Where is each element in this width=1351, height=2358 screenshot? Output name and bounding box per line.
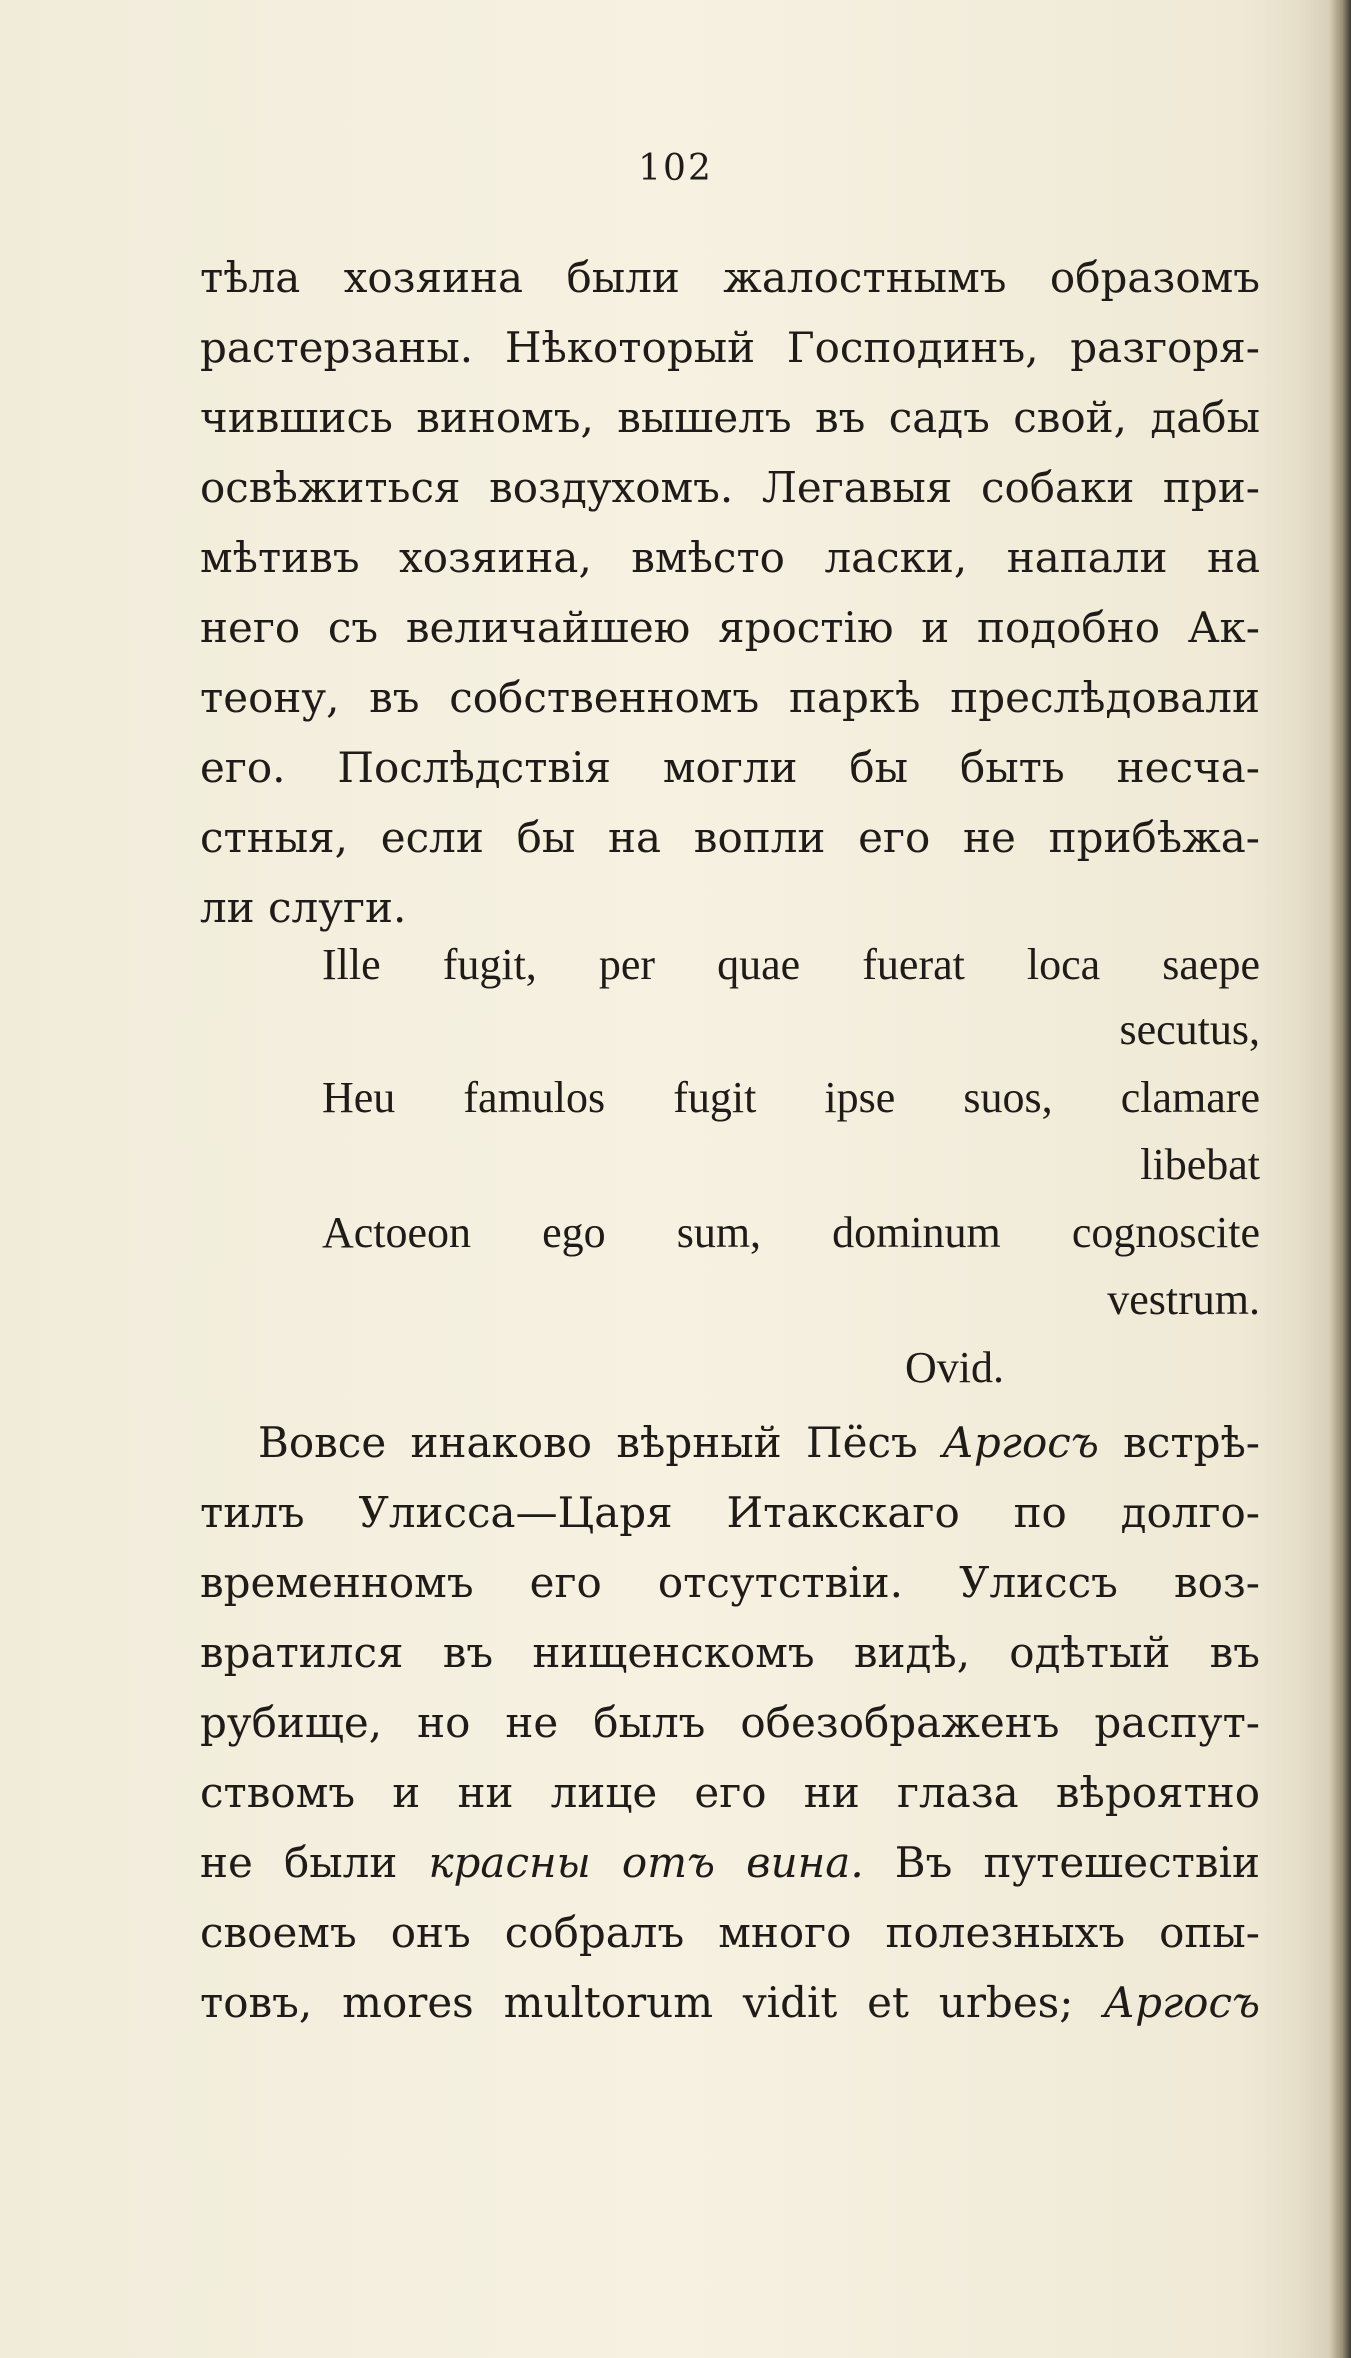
text-line: стныя, если бы на вопли его не прибѣжа- [200, 813, 1260, 862]
text-line: тѣла хозяина были жалостнымъ образомъ [200, 253, 1260, 302]
text-line: освѣжиться воздухомъ. Легавыя собаки при- [200, 463, 1260, 512]
text-line: временномъ его отсутствіи. Улиссъ воз- [200, 1558, 1260, 1607]
poem-line-continuation: vestrum. [1107, 1275, 1260, 1324]
text-line: его. Послѣдствія могли бы быть несча- [200, 743, 1260, 792]
page-edge-shadow [1329, 0, 1351, 2358]
page-number: 102 [638, 148, 713, 189]
emphasis-phrase: красны отъ вина. [428, 1838, 864, 1887]
poem-line: Ille fugit, per quae fuerat loca saepe [322, 940, 1260, 989]
text-line: тилъ Улисса—Царя Итакскаго по долго- [200, 1488, 1260, 1537]
poem-author: Ovid. [905, 1343, 1004, 1392]
text-line: своемъ онъ собралъ много полезныхъ опы- [200, 1908, 1260, 1957]
text-line: него съ величайшею яростію и подобно Ак- [200, 603, 1260, 652]
text-segment: товъ, mores multorum vidit et urbes; [200, 1978, 1104, 2027]
text-segment: не были [200, 1838, 429, 1887]
text-line [200, 1973, 1260, 2033]
text-line: вратился въ нищенскомъ видѣ, одѣтый въ [200, 1628, 1260, 1677]
text-segment: Въ путешествіи [863, 1838, 1260, 1887]
text-line: ли слуги. [200, 883, 407, 932]
emphasis-name: Аргосъ [1103, 1978, 1260, 2027]
text-line: рубище, но не былъ обезображенъ распут- [200, 1698, 1260, 1747]
text-line [258, 1413, 1260, 1473]
text-line [200, 1833, 1260, 1893]
text-line: мѣтивъ хозяина, вмѣсто ласки, напали на [200, 533, 1260, 582]
text-line: чившись виномъ, вышелъ въ садъ свой, дабы [200, 393, 1260, 442]
text-segment: Вовсе инаково вѣрный Пёсъ [258, 1418, 943, 1467]
poem-line: Actoeon ego sum, dominum cognoscite [322, 1208, 1260, 1257]
poem-line-continuation: libebat [1140, 1140, 1260, 1189]
emphasis-name: Аргосъ [942, 1418, 1099, 1467]
text-segment: встрѣ- [1098, 1418, 1260, 1467]
text-line: теону, въ собственномъ паркѣ преслѣдовали [200, 673, 1260, 722]
text-line: ствомъ и ни лице его ни глаза вѣроятно [200, 1768, 1260, 1817]
poem-line: Heu famulos fugit ipse suos, clamare [322, 1073, 1260, 1122]
text-line: растерзаны. Нѣкоторый Господинъ, разгоря- [200, 323, 1260, 372]
poem-line-continuation: secutus, [1119, 1005, 1260, 1054]
